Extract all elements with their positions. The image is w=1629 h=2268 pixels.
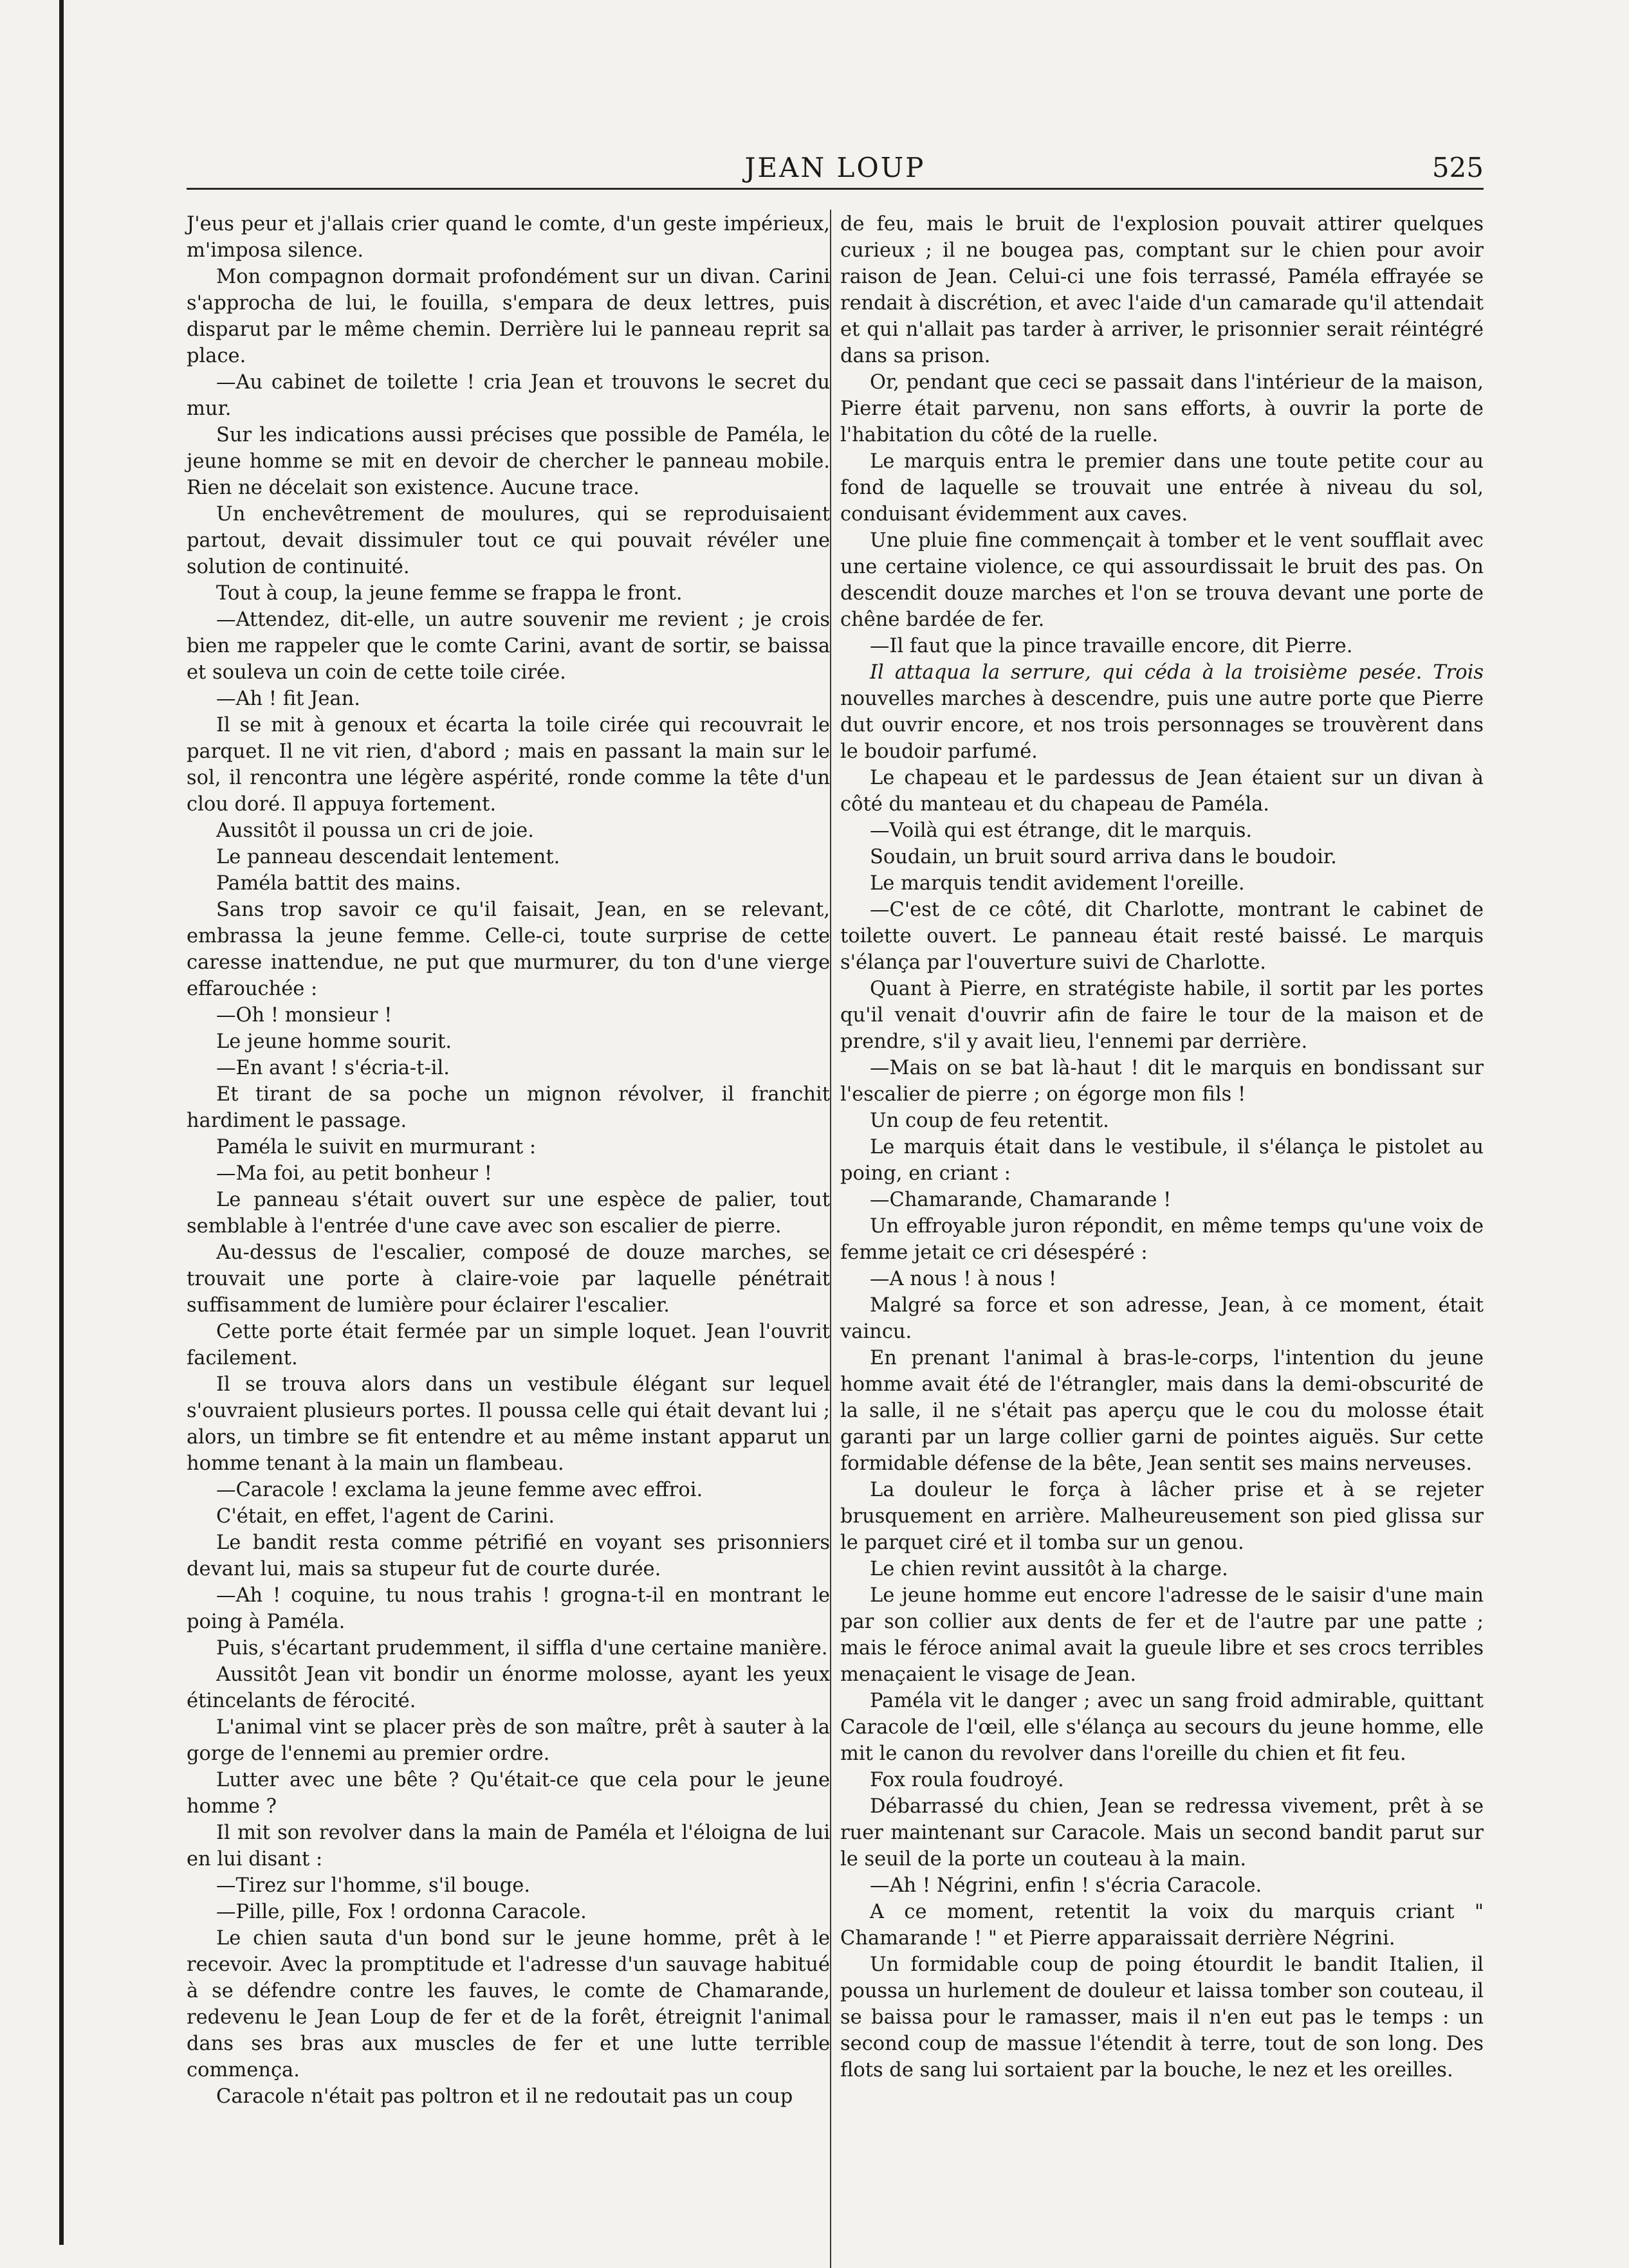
paragraph: —Ah ! fit Jean. — [216, 688, 360, 710]
paragraph: Mon compagnon dormait profondément sur un divan. Carini s'approcha de lui, le fouilla, s'empara de deux lettres, puis disparut par le même chemin. Derrière lui le panneau reprit sa place. — [187, 266, 830, 367]
paragraph: Sans trop savoir ce qu'il faisait, Jean, en se relevant, embrassa la jeune femme. Celle-ci, toute surprise de cette caresse inattendue, ne put que murmurer, du ton d'une vierge effarouchée : — [187, 899, 830, 1000]
right-column — [840, 211, 1484, 2083]
paragraph: Un formidable coup de poing étourdit le bandit Italien, il poussa un hurlement de douleur et laissa tomber son couteau, il se baissa pour le ramasser, mais il n'en eut pas le temps : un second coup de massue l'étendit à terre, tout de son long. Des flots de sang lui sortaient par la bouche, le nez et les oreilles. — [840, 1953, 1484, 2081]
paragraph: Il attaqua la serrure, qui céda à la troisième pesée. Trois nouvelles marches à descendre, puis une autre porte que Pierre dut ouvrir encore, et nos trois personnages se trouvèrent dans le boudoir parfumé. — [840, 661, 1484, 763]
paragraph: Le panneau s'était ouvert sur une espèce de palier, tout semblable à l'entrée d'une cave avec son escalier de pierre. — [187, 1189, 830, 1238]
paragraph: Le chapeau et le pardessus de Jean étaient sur un divan à côté du manteau et du chapeau de Paméla. — [840, 767, 1484, 816]
paragraph: En prenant l'animal à bras-le-corps, l'intention du jeune homme avait été de l'étrangler, mais dans la demi-obscurité de la salle, il ne s'était pas aperçu que le cou du molosse était garanti par un large collier garni de pointes aiguës. Sur cette formidable défense de la bête, Jean sentit ses mains nerveuses. — [840, 1347, 1484, 1475]
paragraph: —Au cabinet de toilette ! cria Jean et trouvons le secret du mur. — [187, 371, 830, 420]
paragraph: —Mais on se bat là-haut ! dit le marquis en bondissant sur l'escalier de pierre ; on égorge mon fils ! — [840, 1057, 1484, 1106]
paragraph: de feu, mais le bruit de l'explosion pouvait attirer quelques curieux ; il ne bougea pas, comptant sur le chien pour avoir raison de Jean. Celui-ci une fois terrassé, Paméla effrayée se rendait à discrétion, et avec l'aide d'un camarade qu'il attendait et qui n'allait pas tarder à arriver, le prisonnier serait réintégré dans sa prison. — [840, 213, 1484, 367]
paragraph: Aussitôt il poussa un cri de joie. — [216, 819, 534, 842]
paragraph: —Ma foi, au petit bonheur ! — [216, 1162, 492, 1185]
paragraph: Paméla le suivit en murmurant : — [216, 1136, 537, 1158]
paragraph: Or, pendant que ceci se passait dans l'intérieur de la maison, Pierre était parvenu, non sans efforts, à ouvrir la porte de l'habitation du côté de la ruelle. — [840, 371, 1484, 446]
paragraph: Un effroyable juron répondit, en même temps qu'une voix de femme jetait ce cri désespéré : — [840, 1215, 1484, 1264]
paragraph: —Chamarande, Chamarande ! — [870, 1189, 1172, 1211]
paragraph: Le jeune homme sourit. — [216, 1030, 452, 1053]
paragraph: Le bandit resta comme pétrifié en voyant ses prisonniers devant lui, mais sa stupeur fut de courte durée. — [187, 1532, 830, 1580]
paragraph: L'animal vint se placer près de son maître, prêt à sauter à la gorge de l'ennemi au premier ordre. — [187, 1716, 830, 1765]
paragraph: —En avant ! s'écria-t-il. — [216, 1057, 450, 1079]
paragraph: Fox roula foudroyé. — [870, 1769, 1064, 1791]
paragraph: Débarrassé du chien, Jean se redressa vivement, prêt à se ruer maintenant sur Caracole. Mais un second bandit parut sur le seuil de la porte un couteau à la main. — [840, 1795, 1484, 1870]
page-header — [187, 143, 1484, 188]
left-column — [187, 211, 830, 2110]
paragraph: Caracole n'était pas poltron et il ne redoutait pas un coup — [216, 2085, 793, 2108]
paragraph: Tout à coup, la jeune femme se frappa le front. — [216, 582, 683, 605]
paragraph: Sur les indications aussi précises que possible de Paméla, le jeune homme se mit en devoir de chercher le panneau mobile. Rien ne décelait son existence. Aucune trace. — [187, 424, 830, 499]
paragraph: Puis, s'écartant prudemment, il siffla d'une certaine manière. — [216, 1637, 828, 1660]
paragraph: Paméla battit des mains. — [216, 872, 461, 895]
paragraph: Aussitôt Jean vit bondir un énorme molosse, ayant les yeux étincelants de férocité. — [187, 1663, 830, 1712]
paragraph: Le chien revint aussitôt à la charge. — [870, 1558, 1228, 1580]
paragraph: —Ah ! coquine, tu nous trahis ! grogna-t-il en montrant le poing à Paméla. — [187, 1584, 830, 1633]
paragraph: —Ah ! Négrini, enfin ! s'écria Caracole. — [870, 1874, 1262, 1897]
paragraph: Lutter avec une bête ? Qu'était-ce que cela pour le jeune homme ? — [187, 1769, 830, 1818]
paragraph: Le marquis était dans le vestibule, il s'élança le pistolet au poing, en criant : — [840, 1136, 1484, 1185]
paragraph: —Oh ! monsieur ! — [216, 1004, 392, 1027]
paragraph: —Pille, pille, Fox ! ordonna Caracole. — [216, 1901, 587, 1923]
paragraph: —A nous ! à nous ! — [870, 1268, 1057, 1290]
binding-edge-rule — [59, 0, 64, 2245]
paragraph: Il se mit à genoux et écarta la toile cirée qui recouvrait le parquet. Il ne vit rien, d'abord ; mais en passant la main sur le sol, il rencontra une légère aspérité, ronde comme la tête d'un clou doré. Il appuya fortement. — [187, 714, 830, 816]
paragraph: La douleur le força à lâcher prise et à se rejeter brusquement en arrière. Malheureusement son pied glissa sur le parquet ciré et il tomba sur un genou. — [840, 1479, 1484, 1554]
paragraph: Il mit son revolver dans la main de Paméla et l'éloigna de lui en lui disant : — [187, 1822, 830, 1870]
paragraph: Le jeune homme eut encore l'adresse de le saisir d'une main par son collier aux dents de fer et de l'autre par une patte ; mais le féroce animal avait la gueule libre et ses crocs terribles menaçaient le visage de Jean. — [840, 1584, 1484, 1686]
paragraph: Paméla vit le danger ; avec un sang froid admirable, quittant Caracole de l'œil, elle s'élança au secours du jeune homme, elle mit le canon du revolver dans l'oreille du chien et fit feu. — [840, 1690, 1484, 1765]
paragraph: Cette porte était fermée par un simple loquet. Jean l'ouvrit facilement. — [187, 1321, 830, 1369]
paragraph: J'eus peur et j'allais crier quand le comte, d'un geste impérieux, m'imposa silence. — [187, 213, 830, 262]
paragraph: Au-dessus de l'escalier, composé de douze marches, se trouvait une porte à claire-voie par laquelle pénétrait suffisamment de lumière pour éclairer l'escalier. — [187, 1241, 830, 1317]
paragraph: —Attendez, dit-elle, un autre souvenir me revient ; je crois bien me rappeler que le comte Carini, avant de sortir, se baissa et souleva un coin de cette toile cirée. — [187, 608, 830, 684]
paragraph: —Il faut que la pince travaille encore, dit Pierre. — [870, 635, 1353, 657]
column-divider — [830, 210, 831, 2268]
paragraph: Malgré sa force et son adresse, Jean, à ce moment, était vaincu. — [840, 1294, 1484, 1343]
paragraph: Un coup de feu retentit. — [870, 1110, 1109, 1132]
paragraph: —Tirez sur l'homme, s'il bouge. — [216, 1874, 531, 1897]
paragraph: Une pluie fine commençait à tomber et le vent soufflait avec une certaine violence, ce qui assourdissait le bruit des pas. On descendit douze marches et l'on se trouva devant une porte de chêne bardée de fer. — [840, 529, 1484, 631]
paragraph: Il se trouva alors dans un vestibule élégant sur lequel s'ouvraient plusieurs portes. Il poussa celle qui était devant lui ; alors, un timbre se fit entendre et au même instant apparut un homme tenant à la main un flambeau. — [187, 1373, 830, 1475]
paragraph: Le panneau descendait lentement. — [216, 846, 560, 868]
paragraph: A ce moment, retentit la voix du marquis criant " Chamarande ! " et Pierre apparaissait derrière Négrini. — [840, 1901, 1484, 1950]
paragraph: Le chien sauta d'un bond sur le jeune homme, prêt à le recevoir. Avec la promptitude et l'adresse d'un sauvage habitué à se défendre contre les fauves, le comte de Chamarande, redevenu le Jean Loup de fer et de la forêt, étreignit l'animal dans ses bras aux muscles de fer et une lutte terrible commença. — [187, 1927, 830, 2081]
paragraph: Le marquis tendit avidement l'oreille. — [870, 872, 1245, 895]
paragraph: Soudain, un bruit sourd arriva dans le boudoir. — [870, 846, 1337, 868]
paragraph: Un enchevêtrement de moulures, qui se reproduisaient partout, devait dissimuler tout ce qui pouvait révéler une solution de continuité. — [187, 503, 830, 578]
paragraph: Quant à Pierre, en stratégiste habile, il sortit par les portes qu'il venait d'ouvrir afin de faire le tour de la maison et de prendre, s'il y avait lieu, l'ennemi par derrière. — [840, 978, 1484, 1053]
paragraph: Le marquis entra le premier dans une toute petite cour au fond de laquelle se trouvait une entrée à niveau du sol, conduisant évidemment aux caves. — [840, 450, 1484, 526]
paragraph: Et tirant de sa poche un mignon révolver, il franchit hardiment le passage. — [187, 1083, 830, 1132]
paragraph: —Caracole ! exclama la jeune femme avec effroi. — [216, 1479, 703, 1501]
paragraph: —C'est de ce côté, dit Charlotte, montrant le cabinet de toilette ouvert. Le panneau était resté baissé. Le marquis s'élança par l'ouverture suivi de Charlotte. — [840, 899, 1484, 974]
page-number: 525 — [1431, 152, 1484, 183]
header-rule — [187, 188, 1484, 190]
running-title: JEAN LOUP — [744, 152, 926, 183]
paragraph: C'était, en effet, l'agent de Carini. — [216, 1505, 555, 1528]
paragraph: —Voilà qui est étrange, dit le marquis. — [870, 819, 1253, 842]
